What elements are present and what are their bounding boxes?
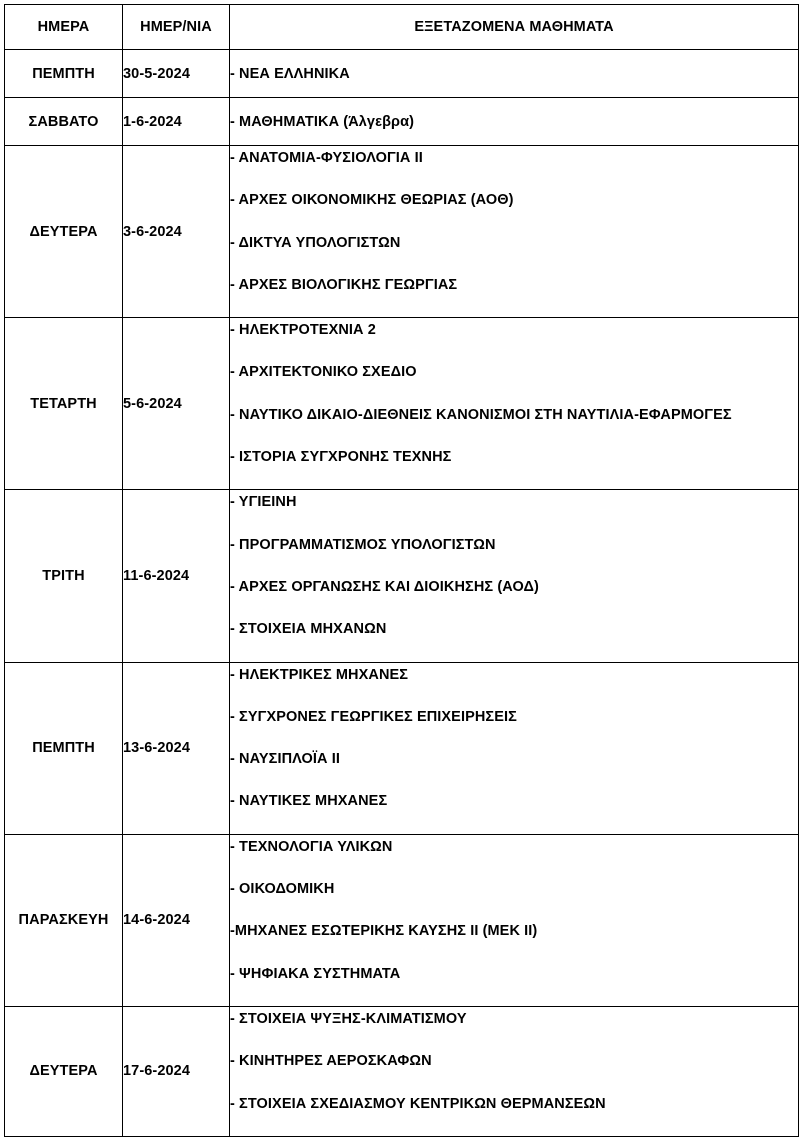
subject-item: - ΠΡΟΓΡΑΜΜΑΤΙΣΜΟΣ ΥΠΟΛΟΓΙΣΤΩΝ [230,536,496,553]
date-cell: 5-6-2024 [123,318,230,490]
day-cell: ΔΕΥΤΕΡΑ [5,146,123,318]
subjects-cell [230,98,799,146]
subject-item: - ΣΤΟΙΧΕΙΑ ΣΧΕΔΙΑΣΜΟΥ ΚΕΝΤΡΙΚΩΝ ΘΕΡΜΑΝΣΕΩΝ [230,1095,606,1112]
subjects-cell [230,146,799,318]
day-cell: ΠΕΜΠΤΗ [5,662,123,834]
subject-item: - ΑΡΧΕΣ ΟΡΓΑΝΩΣΗΣ ΚΑΙ ΔΙΟΙΚΗΣΗΣ (ΑΟΔ) [230,578,539,595]
day-cell: ΤΕΤΑΡΤΗ [5,318,123,490]
date-cell: 1-6-2024 [123,98,230,146]
date-cell: 14-6-2024 [123,834,230,1006]
table-row [5,50,799,98]
subject-item: - ΤΕΧΝΟΛΟΓΙΑ ΥΛΙΚΩΝ [230,838,393,855]
header-row [5,5,799,50]
subject-item: - ΚΙΝΗΤΗΡΕΣ ΑΕΡΟΣΚΑΦΩΝ [230,1053,432,1070]
date-cell: 13-6-2024 [123,662,230,834]
subject-item: - ΝΑΥΤΙΚΟ ΔΙΚΑΙΟ-ΔΙΕΘΝΕΙΣ ΚΑΝΟΝΙΣΜΟΙ ΣΤΗ ΝΑΥΤΙΛΙΑ-ΕΦΑΡΜΟΓΕΣ [230,406,732,423]
table-row [5,662,799,834]
subject-item: - ΔΙΚΤΥΑ ΥΠΟΛΟΓΙΣΤΩΝ [230,234,401,251]
subject-item: - ΝΑΥΣΙΠΛΟΪΑ ΙΙ [230,751,341,768]
subject-item: - ΨΗΦΙΑΚΑ ΣΥΣΤΗΜΑΤΑ [230,965,401,982]
date-cell: 3-6-2024 [123,146,230,318]
header-day: ΗΜΕΡΑ [5,5,123,50]
day-cell: ΔΕΥΤΕΡΑ [5,1006,123,1136]
date-cell: 11-6-2024 [123,490,230,662]
table-row [5,98,799,146]
date-cell: 17-6-2024 [123,1006,230,1136]
header-subjects: ΕΞΕΤΑΖΟΜΕΝΑ ΜΑΘΗΜΑΤΑ [230,5,799,50]
table-row [5,834,799,1006]
subject-item: - ΗΛΕΚΤΡΙΚΕΣ ΜΗΧΑΝΕΣ [230,666,409,683]
table-row [5,1006,799,1136]
table-header [5,5,799,50]
subject-item: - ΥΓΙΕΙΝΗ [230,494,297,511]
subjects-cell [230,1006,799,1136]
day-cell: ΤΡΙΤΗ [5,490,123,662]
exam-schedule-table [4,4,799,1137]
subject-item: -ΜΗΧΑΝΕΣ ΕΣΩΤΕΡΙΚΗΣ ΚΑΥΣΗΣ ΙΙ (ΜΕΚ ΙΙ) [230,923,538,940]
subject-item: - ΜΑΘΗΜΑΤΙΚΑ (Άλγεβρα) [230,113,415,130]
subjects-cell [230,834,799,1006]
table-row [5,146,799,318]
subjects-cell [230,318,799,490]
header-date: ΗΜΕΡ/ΝΙΑ [123,5,230,50]
table-body [5,50,799,1137]
subject-item: - ΑΝΑΤΟΜΙΑ-ΦΥΣΙΟΛΟΓΙΑ ΙΙ [230,150,423,166]
subject-item: - ΝΕΑ ΕΛΛΗΝΙΚΑ [230,65,350,82]
subject-item: - ΗΛΕΚΤΡΟΤΕΧΝΙΑ 2 [230,322,376,339]
subject-item: - ΑΡΧΙΤΕΚΤΟΝΙΚΟ ΣΧΕΔΙΟ [230,364,417,381]
table-row [5,318,799,490]
subjects-cell [230,490,799,662]
subject-item: - ΑΡΧΕΣ ΟΙΚΟΝΟΜΙΚΗΣ ΘΕΩΡΙΑΣ (ΑΟΘ) [230,192,514,209]
subject-item: - ΙΣΤΟΡΙΑ ΣΥΓΧΡΟΝΗΣ ΤΕΧΝΗΣ [230,449,452,466]
subject-item: - ΣΤΟΙΧΕΙΑ ΜΗΧΑΝΩΝ [230,621,387,638]
subject-item: - ΣΤΟΙΧΕΙΑ ΨΥΞΗΣ-ΚΛΙΜΑΤΙΣΜΟΥ [230,1010,467,1027]
day-cell: ΣΑΒΒΑΤΟ [5,98,123,146]
subject-item: - ΟΙΚΟΔΟΜΙΚΗ [230,881,335,898]
subjects-cell [230,50,799,98]
subjects-cell [230,662,799,834]
day-cell: ΠΑΡΑΣΚΕΥΗ [5,834,123,1006]
date-cell: 30-5-2024 [123,50,230,98]
day-cell: ΠΕΜΠΤΗ [5,50,123,98]
table-row [5,490,799,662]
subject-item: - ΣΥΓΧΡΟΝΕΣ ΓΕΩΡΓΙΚΕΣ ΕΠΙΧΕΙΡΗΣΕΙΣ [230,708,517,725]
subject-item: - ΑΡΧΕΣ ΒΙΟΛΟΓΙΚΗΣ ΓΕΩΡΓΙΑΣ [230,276,458,293]
subject-item: - ΝΑΥΤΙΚΕΣ ΜΗΧΑΝΕΣ [230,793,388,810]
